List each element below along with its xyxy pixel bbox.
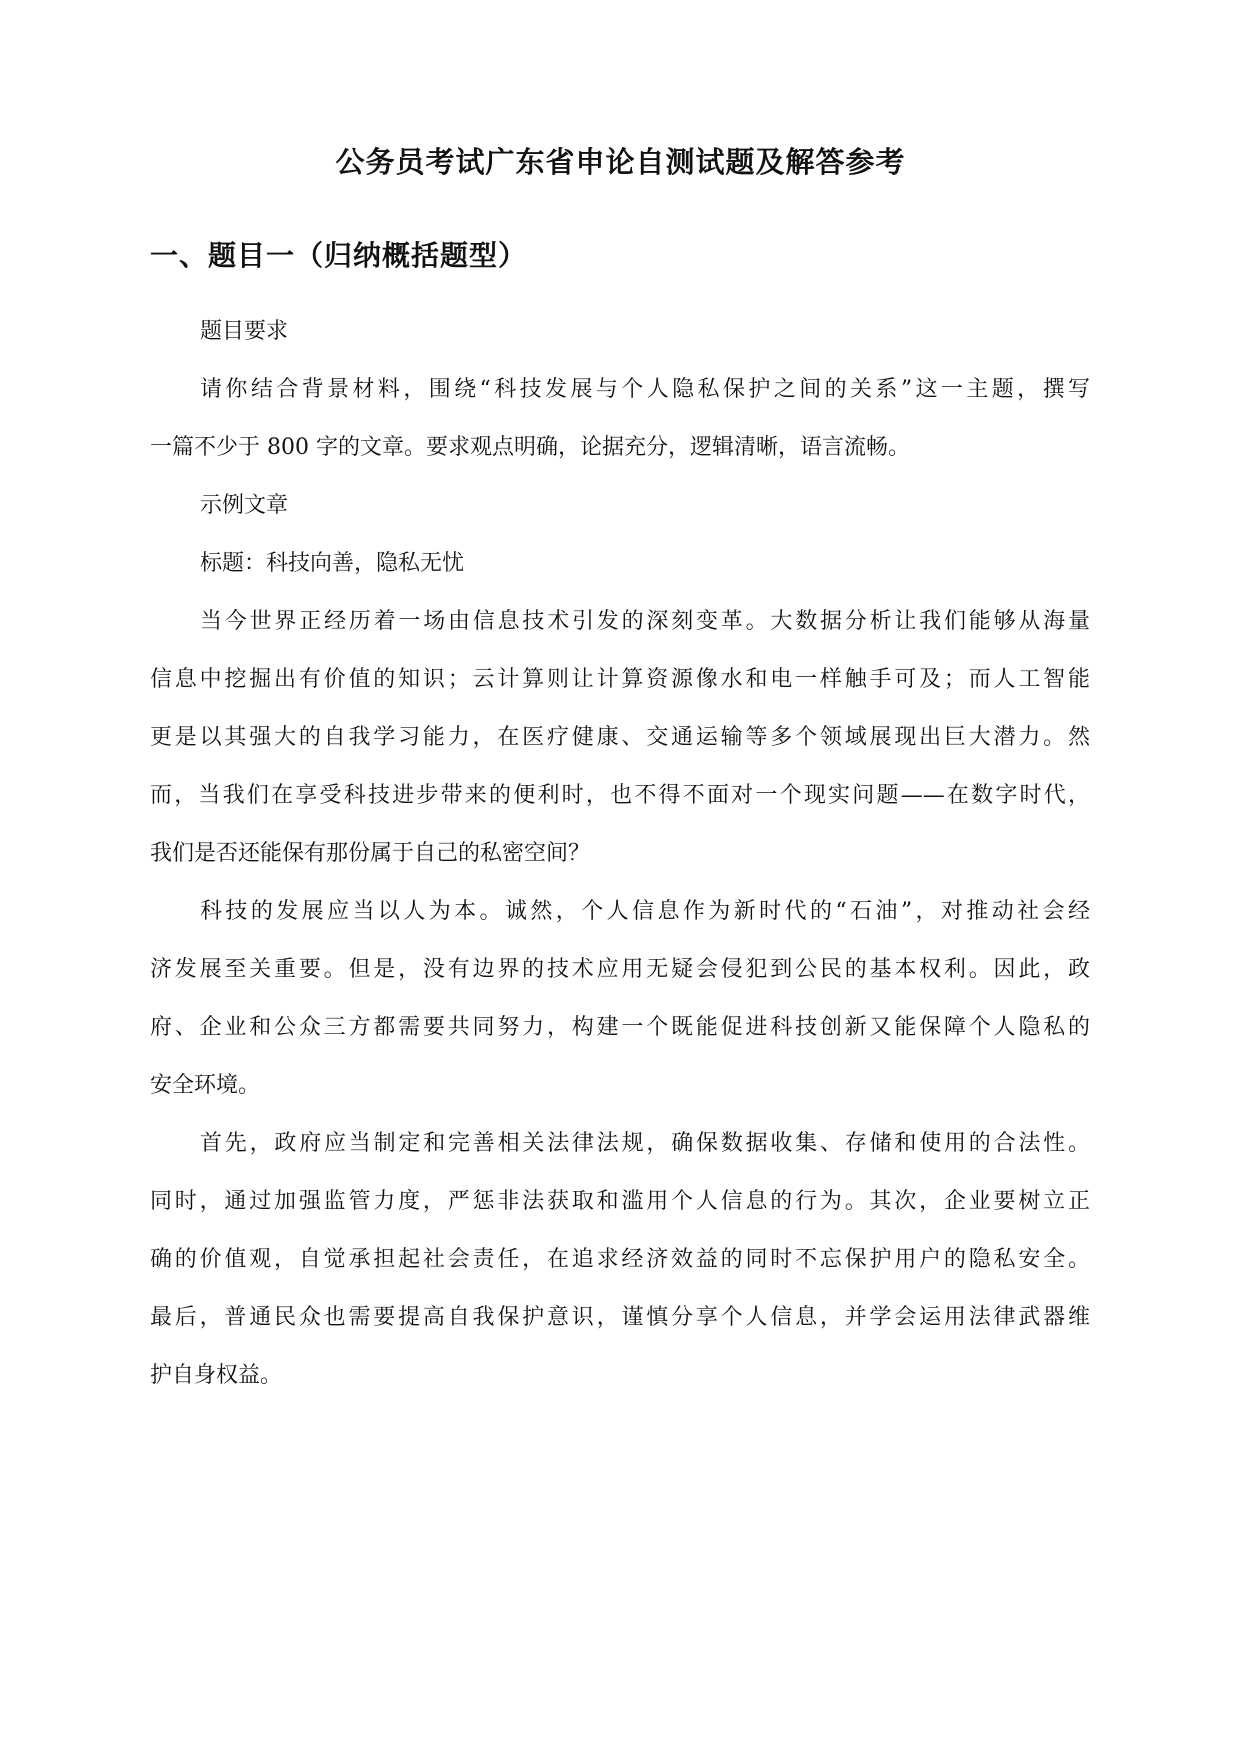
- paragraph-line: 济发展至关重要。但是，没有边界的技术应用无疑会侵犯到公民的基本权利。因此，政: [150, 957, 1090, 982]
- paragraph-line: 府、企业和公众三方都需要共同努力，构建一个既能促进科技创新又能保障个人隐私的: [150, 1015, 1090, 1040]
- requirement-line: 请你结合背景材料，围绕“科技发展与个人隐私保护之间的关系”这一主题，撰写: [200, 377, 1090, 402]
- paragraph-line: 更是以其强大的自我学习能力，在医疗健康、交通运输等多个领域展现出巨大潜力。然: [150, 725, 1090, 750]
- paragraph-line: 同时，通过加强监管力度，严惩非法获取和滥用个人信息的行为。其次，企业要树立正: [150, 1189, 1090, 1214]
- paragraph-line: 首先，政府应当制定和完善相关法律法规，确保数据收集、存储和使用的合法性。: [200, 1131, 1090, 1156]
- paragraph-line: 信息中挖掘出有价值的知识；云计算则让计算资源像水和电一样触手可及；而人工智能: [150, 667, 1090, 692]
- document-title: 公务员考试广东省申论自测试题及解答参考: [335, 145, 906, 179]
- paragraph-line: 确的价值观，自觉承担起社会责任，在追求经济效益的同时不忘保护用户的隐私安全。: [150, 1247, 1090, 1272]
- paragraph-line: 最后，普通民众也需要提高自我保护意识，谨慎分享个人信息，并学会运用法律武器维: [150, 1305, 1090, 1330]
- section-heading: 一、题目一（归纳概括题型）: [150, 239, 528, 272]
- example-title: 标题：科技向善，隐私无忧: [200, 551, 465, 576]
- paragraph-line: 我们是否还能保有那份属于自己的私密空间？: [150, 841, 591, 866]
- paragraph-line: 而，当我们在享受科技进步带来的便利时，也不得不面对一个现实问题——在数字时代，: [150, 783, 1090, 808]
- example-label: 示例文章: [200, 493, 289, 518]
- paragraph-line: 当今世界正经历着一场由信息技术引发的深刻变革。大数据分析让我们能够从海量: [200, 609, 1090, 634]
- requirement-label: 题目要求: [200, 319, 289, 344]
- paragraph-line: 护自身权益。: [150, 1363, 283, 1388]
- requirement-line: 一篇不少于 800 字的文章。要求观点明确，论据充分，逻辑清晰，语言流畅。: [150, 435, 910, 460]
- paragraph-line: 科技的发展应当以人为本。诚然，个人信息作为新时代的“石油”，对推动社会经: [200, 899, 1090, 924]
- paragraph-line: 安全环境。: [150, 1073, 261, 1098]
